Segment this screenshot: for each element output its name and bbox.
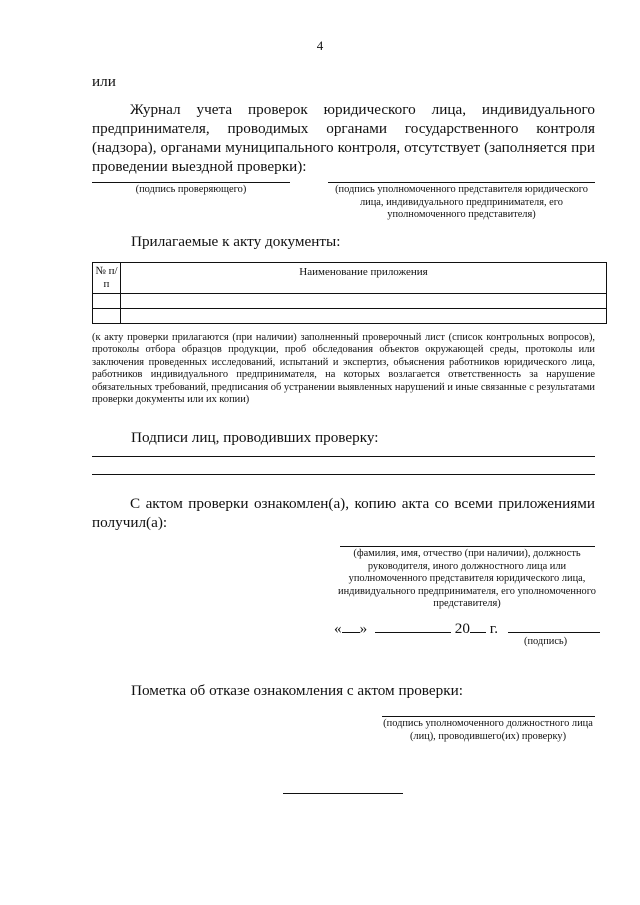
signature-line-1 bbox=[92, 456, 595, 457]
table-row bbox=[93, 309, 607, 324]
month-blank bbox=[375, 618, 451, 633]
signature-line-2 bbox=[92, 474, 595, 475]
table-header-row bbox=[93, 263, 607, 294]
day-blank bbox=[342, 618, 360, 633]
journal-paragraph: Журнал учета проверок юридического лица, индивидуального предпринимателя, проводимых органами государственного контроля (надзора), органами муниципального контроля, отсутствует (заполняется при проведении выездной проверки): bbox=[92, 101, 595, 175]
page-number: 4 bbox=[316, 38, 324, 53]
signature-caption: (подпись) bbox=[524, 636, 568, 647]
refusal-heading: Пометка об отказе ознакомления с актом проверки: bbox=[131, 682, 463, 699]
end-separator bbox=[283, 793, 403, 794]
attachments-note: (к акту проверки прилагаются (при наличии) заполненный проверочный лист (список контрольных вопросов), протоколы отбора образцов продукции, проб обследования объектов окружающей среды, протоколы или заключения проведенных исследований, испытаний и экспертиз, объяснения работников юридического лица, работников индивидуального предпринимателя, на которых возлагается ответственность за нарушение обязательных требований, предписания об устранении выявленных нарушений и иные связанные с результатами проверки документы или их копии) bbox=[92, 332, 595, 406]
date-signature-blank bbox=[508, 618, 600, 633]
refusal-caption: (подпись уполномоченного должностного лица (лиц), проводившего(их) проверку) bbox=[383, 718, 593, 742]
close-quote: » bbox=[359, 620, 368, 637]
year-suffix: г. bbox=[489, 620, 499, 637]
attached-heading: Прилагаемые к акту документы: bbox=[131, 233, 341, 250]
date-line bbox=[334, 618, 600, 638]
representative-signature-caption: (подпись уполномоченного представителя юридического лица, индивидуального предпринимателя, его уполномоченного представителя) bbox=[335, 184, 588, 220]
or-text: или bbox=[92, 73, 116, 90]
inspector-signature-line bbox=[92, 182, 290, 183]
year-blank bbox=[470, 618, 486, 633]
year-prefix: 20 bbox=[454, 620, 470, 637]
acknowledged-signature-line bbox=[340, 546, 595, 547]
table-cell bbox=[121, 309, 607, 324]
table-cell bbox=[93, 309, 121, 324]
table-cell bbox=[121, 294, 607, 309]
signatures-heading: Подписи лиц, проводивших проверку: bbox=[131, 429, 379, 446]
col-num-header: № п/п bbox=[93, 263, 121, 294]
acknowledged-caption: (фамилия, имя, отчество (при наличии), должность руководителя, иного должностного лица или уполномоченного представителя юридического лица, индивидуального предпринимателя, его уполномоченного представителя) bbox=[338, 548, 596, 609]
representative-signature-line bbox=[328, 182, 595, 183]
col-name-header: Наименование приложения bbox=[121, 263, 607, 294]
inspector-signature-caption: (подпись проверяющего) bbox=[135, 184, 247, 195]
acknowledged-paragraph: С актом проверки ознакомлен(а), копию акта со всеми приложениями получил(а): bbox=[92, 495, 595, 531]
open-quote: « bbox=[334, 620, 342, 637]
refusal-signature-line bbox=[382, 716, 595, 717]
attachments-table bbox=[92, 262, 607, 324]
table-row bbox=[93, 294, 607, 309]
table-cell bbox=[93, 294, 121, 309]
